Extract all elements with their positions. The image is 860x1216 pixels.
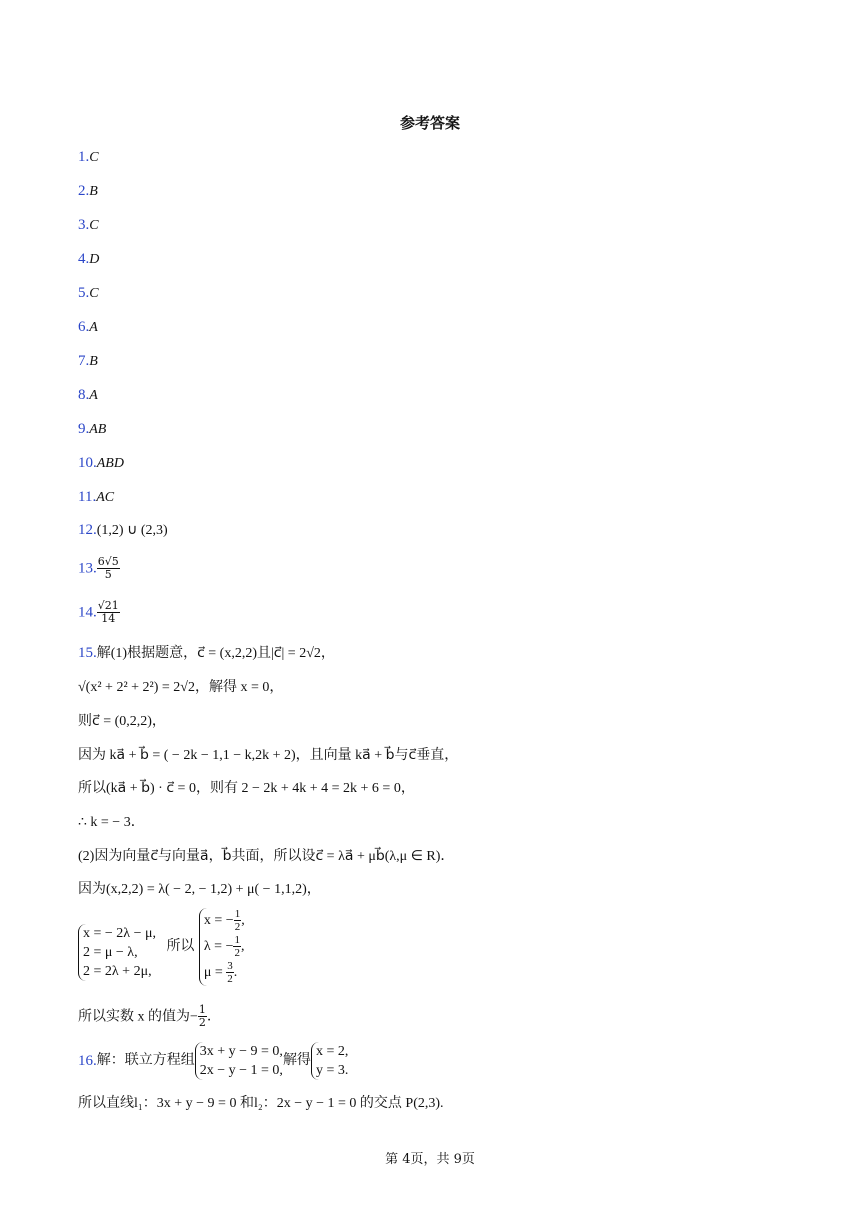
question-number: 4. [78, 251, 90, 267]
solution-punct: . [206, 1008, 212, 1025]
fraction-numerator: 1 [234, 908, 241, 921]
page-footer: 第 4页，共 9页 [385, 1152, 475, 1167]
fraction-numerator: 3 [227, 960, 233, 973]
equation-systems [78, 908, 245, 986]
fraction-numerator: 1 [234, 934, 240, 947]
solution-16-line-1 [78, 1042, 348, 1080]
connector-text: 解得 [282, 1053, 311, 1068]
equation-punct: . [233, 965, 238, 980]
fraction [198, 1004, 207, 1029]
equation-system [311, 1042, 348, 1080]
answer-line [78, 352, 98, 371]
answer-text: A [89, 320, 98, 335]
question-number: 8. [78, 387, 90, 403]
equation-lhs: x = − [203, 913, 234, 928]
solution-15-conclusion [78, 1004, 211, 1029]
fraction [97, 556, 120, 581]
question-number: 5. [78, 285, 90, 301]
solution-15-line-7 [78, 847, 454, 866]
equation-system-right [199, 908, 245, 986]
equation-lhs: μ = [203, 965, 223, 980]
question-number: 15. [78, 645, 97, 661]
answer-text: C [89, 286, 99, 301]
solution-15-line-5 [78, 779, 415, 798]
equation-system [195, 1042, 283, 1080]
answer-line [78, 488, 114, 507]
equation-system-left [78, 924, 156, 981]
question-number: 12. [78, 522, 97, 538]
solution-text: 所以(ka⃗ + b⃗) · c⃗ = 0，则有 2 − 2k + 4k + 4 = 2k + 6 = 0， [78, 781, 415, 796]
fraction [226, 960, 234, 985]
solution-15-line-3 [78, 712, 166, 731]
answer-line-13 [78, 556, 120, 581]
answer-line [78, 182, 98, 201]
solution-text: 所以直线l₁：3x + y − 9 = 0 和l₂：2x − y − 1 = 0 的交点 P(2,3). [78, 1096, 444, 1111]
fraction-denominator: 5 [104, 568, 112, 581]
answer-line [78, 148, 99, 167]
answer-text: B [89, 184, 98, 199]
solution-text: 因为 ka⃗ + b⃗ = ( − 2k − 1,1 − k,2k + 2)，且向量 ka⃗ + b⃗与c⃗垂直， [78, 748, 459, 763]
fraction-denominator: 2 [198, 1016, 206, 1029]
answer-line-14 [78, 600, 120, 625]
solution-text: 则c⃗ = (0,2,2)， [78, 714, 166, 729]
equation-punct: , [241, 913, 245, 928]
question-number: 1. [78, 149, 90, 165]
page-title: 参考答案 [399, 114, 460, 132]
solution-15-line-2 [78, 678, 283, 697]
fraction-denominator: 2 [234, 947, 240, 960]
fraction-numerator: 1 [198, 1003, 206, 1016]
solution-text: 解：联立方程组 [96, 1053, 195, 1068]
equation-row [204, 908, 245, 934]
equation-row [204, 934, 245, 960]
equation-punct: , [240, 939, 245, 954]
answer-text: (1,2) ∪ (2,3) [96, 523, 168, 538]
fraction-denominator: 14 [101, 612, 116, 625]
question-number: 16. [78, 1053, 97, 1069]
equation-row [204, 960, 245, 986]
answer-line [78, 386, 98, 405]
answer-text: D [89, 252, 100, 267]
answer-text: B [89, 354, 98, 369]
answer-line [78, 216, 99, 235]
solution-15-line-1 [78, 644, 335, 663]
fraction-numerator: √21 [97, 599, 119, 612]
equation-row: 3x + y − 9 = 0, [199, 1044, 283, 1059]
equation-row: y = 3. [315, 1063, 349, 1078]
equation-row: 2x − y − 1 = 0, [199, 1063, 283, 1078]
answer-line [78, 521, 168, 540]
answer-line [78, 284, 99, 303]
answer-text: C [89, 150, 99, 165]
equation-row: 2 = 2λ + 2μ, [83, 963, 152, 979]
answer-line [78, 250, 99, 269]
solution-text: 解(1)根据题意，c⃗ = (x,2,2)且|c⃗| = 2√2， [96, 646, 335, 661]
fraction-numerator: 6√5 [97, 555, 119, 568]
equation-lhs: λ = − [203, 939, 234, 954]
answer-line [78, 420, 106, 439]
connector-text: 所以 [166, 939, 195, 954]
answer-text: A [89, 388, 98, 403]
answer-text: AC [96, 490, 115, 505]
fraction-denominator: 2 [234, 921, 241, 934]
equation-row: x = − 2λ − μ, [83, 925, 156, 941]
fraction-denominator: 2 [227, 973, 233, 986]
answer-line [78, 454, 124, 473]
answer-text: C [89, 218, 99, 233]
solution-15-line-4 [78, 746, 458, 765]
question-number: 10. [78, 455, 97, 471]
solution-text: 因为(x,2,2) = λ( − 2, − 1,2) + μ( − 1,1,2)， [78, 882, 321, 897]
question-number: 14. [78, 604, 97, 621]
question-number: 2. [78, 183, 90, 199]
solution-15-line-8 [78, 880, 321, 899]
fraction [97, 600, 120, 625]
question-number: 6. [78, 319, 90, 335]
equation-row: 2 = μ − λ, [83, 944, 138, 960]
solution-text: 所以实数 x 的值为− [78, 1009, 198, 1025]
answer-text: AB [89, 422, 107, 437]
equation-row: x = 2, [315, 1044, 349, 1059]
solution-16-line-2 [78, 1094, 444, 1113]
solution-text: (2)因为向量c⃗与向量a⃗，b⃗共面，所以设c⃗ = λa⃗ + μb⃗(λ,μ ∈ R)． [78, 849, 455, 864]
solution-15-line-6 [78, 813, 145, 832]
answer-text: ABD [96, 456, 124, 471]
question-number: 9. [78, 421, 90, 437]
fraction [233, 934, 241, 959]
answer-line [78, 318, 98, 337]
solution-text: ∴ k = − 3． [78, 815, 145, 830]
question-number: 13. [78, 560, 97, 577]
question-number: 11. [78, 489, 97, 505]
question-number: 3. [78, 217, 90, 233]
question-number: 7. [78, 353, 90, 369]
solution-text: √(x² + 2² + 2²) = 2√2，解得 x = 0， [78, 680, 284, 695]
